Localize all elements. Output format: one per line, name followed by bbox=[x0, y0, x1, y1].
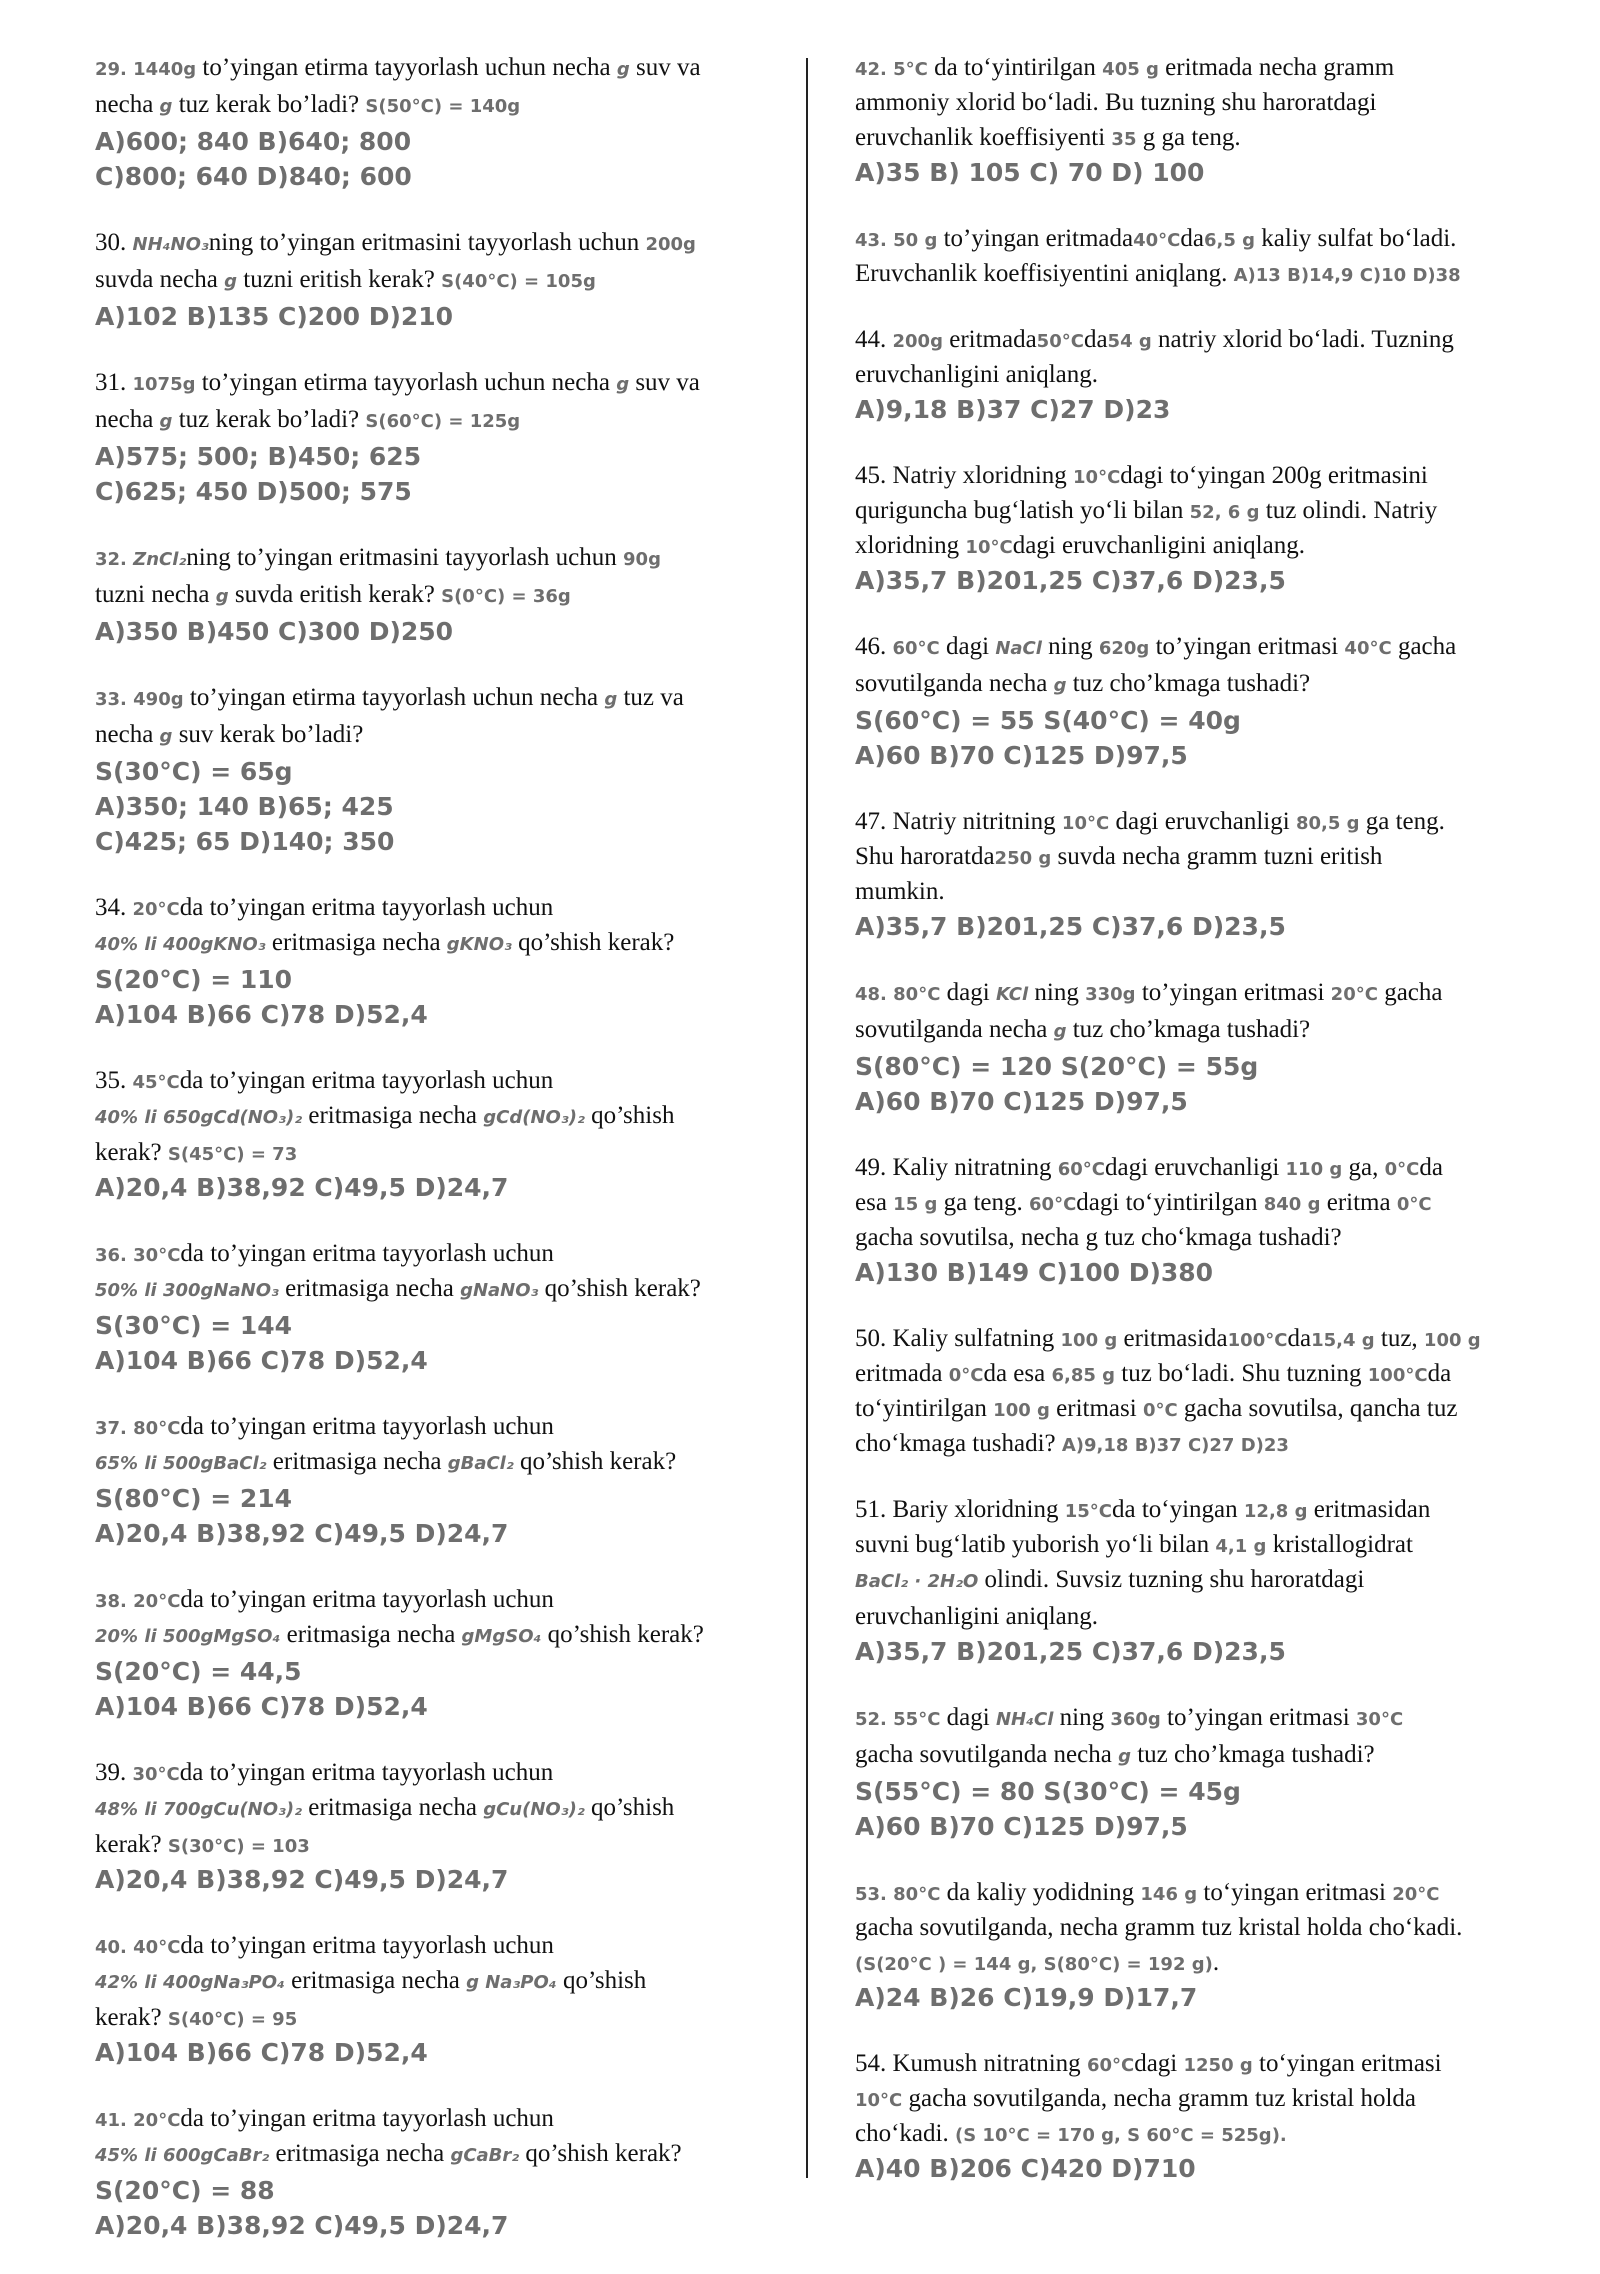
answer-options: A)20,4 B)38,92 C)49,5 D)24,7 bbox=[95, 1173, 509, 1202]
question-32: 32. ZnCl₂ning to’yingan eritmasini tayyorlash uchun 90g tuzni necha g suvda eritish kerak? S(0°C) = 36g A)350 B)450 C)300 D)250 bbox=[95, 540, 760, 649]
question-35: 35. 45°Cda to’yingan eritma tayyorlash uchun 40% li 650gCd(NO₃)₂ eritmasiga necha gCd(NO₃)₂ qo’shish kerak? S(45°C) = 73 A)20,4 B)38,92 C)49,5 D)24,7 bbox=[95, 1063, 760, 1205]
question-31: 31. 1075g to’yingan etirma tayyorlash uchun necha g suv va necha g tuz kerak bo’ladi? S(60°C) = 125g A)575; 500; B)450; 625 C)625; 450 D)500; 575 bbox=[95, 365, 760, 509]
answer-options: A)9,18 B)37 C)27 D)23 bbox=[855, 395, 1171, 424]
question-38: 38. 20°Cda to’yingan eritma tayyorlash uchun 20% li 500gMgSO₄ eritmasiga necha gMgSO₄ qo’shish kerak? S(20°C) = 44,5 A)104 B)66 C)78 D)52,4 bbox=[95, 1582, 760, 1724]
question-53: 53. 80°C da kaliy yodidning 146 g to‘yingan eritmasi 20°C gacha sovutilganda, necha gramm tuz kristal holda cho‘kadi. (S(20°C ) = 144 g, S(80°C) = 192 g). A)24 B)26 C)19,9 D)17,7 bbox=[855, 1875, 1515, 2015]
question-51: 51. Bariy xloridning 15°Cda to‘yingan 12,8 g eritmasidan suvni bug‘latib yuborish yo‘li bilan 4,1 g kristallogidrat BaCl₂ · 2H₂O olindi. Suvsiz tuzning shu haroratdagi eruvchanligini aniqlang. A)35,7 B)201,25 C)37,6 D)23,5 bbox=[855, 1492, 1515, 1669]
question-39: 39. 30°Cda to’yingan eritma tayyorlash uchun 48% li 700gCu(NO₃)₂ eritmasiga necha gCu(NO₃)₂ qo’shish kerak? S(30°C) = 103 A)20,4 B)38,92 C)49,5 D)24,7 bbox=[95, 1755, 760, 1897]
column-divider bbox=[806, 58, 808, 2178]
answer-options: C)800; 640 D)840; 600 bbox=[95, 162, 412, 191]
question-48: 48. 80°C dagi KCl ning 330g to’yingan eritmasi 20°C gacha sovutilganda necha g tuz cho’kmaga tushadi? S(80°C) = 120 S(20°C) = 55g A)60 B)70 C)125 D)97,5 bbox=[855, 975, 1515, 1119]
question-52: 52. 55°C dagi NH₄Cl ning 360g to’yingan eritmasi 30°C gacha sovutilganda necha g tuz cho’kmaga tushadi? S(55°C) = 80 S(30°C) = 45g A)60 B)70 C)125 D)97,5 bbox=[855, 1700, 1515, 1844]
question-37: 37. 80°Cda to’yingan eritma tayyorlash uchun 65% li 500gBaCl₂ eritmasiga necha gBaCl₂ qo’shish kerak? S(80°C) = 214 A)20,4 B)38,92 C)49,5 D)24,7 bbox=[95, 1409, 760, 1551]
answer-options: A)104 B)66 C)78 D)52,4 bbox=[95, 1692, 428, 1721]
question-46: 46. 60°C dagi NaCl ning 620g to’yingan eritmasi 40°C gacha sovutilganda necha g tuz cho’kmaga tushadi? S(60°C) = 55 S(40°C) = 40g A)60 B)70 C)125 D)97,5 bbox=[855, 629, 1515, 773]
question-29: 29. 1440g to’yingan etirma tayyorlash uchun necha g suv va necha g tuz kerak bo’ladi? S(50°C) = 140g A)600; 840 B)640; 800 C)800; 640 D)840; 600 bbox=[95, 50, 760, 194]
question-49: 49. Kaliy nitratning 60°Cdagi eruvchanligi 110 g ga, 0°Cda esa 15 g ga teng. 60°Cdagi to‘yintirilgan 840 g eritma 0°C gacha sovutilsa, necha g tuz cho‘kmaga tushadi? A)130 B)149 C)100 D)380 bbox=[855, 1150, 1515, 1290]
left-column bbox=[95, 50, 760, 2274]
question-34: 34. 20°Cda to’yingan eritma tayyorlash uchun 40% li 400gKNO₃ eritmasiga necha gKNO₃ qo’shish kerak? S(20°C) = 110 A)104 B)66 C)78 D)52,4 bbox=[95, 890, 760, 1032]
question-42: 42. 5°C da to‘yintirilgan 405 g eritmada necha gramm ammoniy xlorid bo‘ladi. Bu tuzning shu haroratdagi eruvchanlik koeffisiyenti 35 g ga teng. A)35 B) 105 C) 70 D) 100 bbox=[855, 50, 1515, 190]
question-40: 40. 40°Cda to’yingan eritma tayyorlash uchun 42% li 400gNa₃PO₄ eritmasiga necha g Na₃PO₄ qo’shish kerak? S(40°C) = 95 A)104 B)66 C)78 D)52,4 bbox=[95, 1928, 760, 2070]
answer-options: A)24 B)26 C)19,9 D)17,7 bbox=[855, 1983, 1198, 2012]
answer-options: A)13 B)14,9 C)10 D)38 bbox=[1233, 265, 1461, 286]
answer-options: A)20,4 B)38,92 C)49,5 D)24,7 bbox=[95, 2211, 509, 2240]
answer-options: A)20,4 B)38,92 C)49,5 D)24,7 bbox=[95, 1519, 509, 1548]
answer-options: A)40 B)206 C)420 D)710 bbox=[855, 2154, 1196, 2183]
answer-options: A)35,7 B)201,25 C)37,6 D)23,5 bbox=[855, 1637, 1286, 1666]
question-33: 33. 490g to’yingan etirma tayyorlash uchun necha g tuz va necha g suv kerak bo’ladi? S(30°C) = 65g A)350; 140 B)65; 425 C)425; 65 D)140; 350 bbox=[95, 680, 760, 859]
answer-options: A)35 B) 105 C) 70 D) 100 bbox=[855, 158, 1205, 187]
answer-options: A)350; 140 B)65; 425 bbox=[95, 792, 394, 821]
answer-options: A)350 B)450 C)300 D)250 bbox=[95, 617, 454, 646]
question-47: 47. Natriy nitritning 10°C dagi eruvchanligi 80,5 g ga teng. Shu haroratda250 g suvda necha gramm tuzni eritish mumkin. A)35,7 B)201,25 C)37,6 D)23,5 bbox=[855, 804, 1515, 944]
question-41: 41. 20°Cda to’yingan eritma tayyorlash uchun 45% li 600gCaBr₂ eritmasiga necha gCaBr₂ qo’shish kerak? S(20°C) = 88 A)20,4 B)38,92 C)49,5 D)24,7 bbox=[95, 2101, 760, 2243]
question-54: 54. Kumush nitratning 60°Cdagi 1250 g to‘yingan eritmasi 10°C gacha sovutilganda, necha gramm tuz kristal holda cho‘kadi. (S 10°C = 170 g, S 60°C = 525g). A)40 B)206 C)420 D)710 bbox=[855, 2046, 1515, 2186]
question-36: 36. 30°Cda to’yingan eritma tayyorlash uchun 50% li 300gNaNO₃ eritmasiga necha gNaNO₃ qo’shish kerak? S(30°C) = 144 A)104 B)66 C)78 D)52,4 bbox=[95, 1236, 760, 1378]
answer-options: A)104 B)66 C)78 D)52,4 bbox=[95, 1346, 428, 1375]
answer-options: A)600; 840 B)640; 800 bbox=[95, 127, 412, 156]
answer-options: A)60 B)70 C)125 D)97,5 bbox=[855, 1087, 1188, 1116]
answer-options: A)130 B)149 C)100 D)380 bbox=[855, 1258, 1214, 1287]
answer-options: A)35,7 B)201,25 C)37,6 D)23,5 bbox=[855, 912, 1286, 941]
question-43: 43. 50 g to’yingan eritmada40°Cda6,5 g kaliy sulfat bo‘ladi. Eruvchanlik koeffisiyentini aniqlang. A)13 B)14,9 C)10 D)38 bbox=[855, 225, 1461, 287]
answer-options: A)104 B)66 C)78 D)52,4 bbox=[95, 1000, 428, 1029]
answer-options: A)20,4 B)38,92 C)49,5 D)24,7 bbox=[95, 1865, 509, 1894]
right-column bbox=[855, 50, 1515, 2217]
answer-options: C)625; 450 D)500; 575 bbox=[95, 477, 412, 506]
answer-options: A)60 B)70 C)125 D)97,5 bbox=[855, 741, 1188, 770]
answer-options: A)102 B)135 C)200 D)210 bbox=[95, 302, 454, 331]
question-50: 50. Kaliy sulfatning 100 g eritmasida100°Cda15,4 g tuz, 100 g eritmada 0°Cda esa 6,85 g tuz bo‘ladi. Shu tuzning 100°Cda to‘yintirilgan 100 g eritmasi 0°C gacha sovutilsa, qancha tuz cho‘kmaga tushadi? A)9,18 B)37 C)27 D)23 bbox=[855, 1325, 1481, 1457]
question-45: 45. Natriy xloridning 10°Cdagi to‘yingan 200g eritmasini quriguncha bug‘latish yo‘li bilan 52, 6 g tuz olindi. Natriy xloridning 10°Cdagi eruvchanligini aniqlang. A)35,7 B)201,25 C)37,6 D)23,5 bbox=[855, 458, 1515, 598]
answer-options: A)575; 500; B)450; 625 bbox=[95, 442, 422, 471]
answer-options: A)104 B)66 C)78 D)52,4 bbox=[95, 2038, 428, 2067]
answer-options: C)425; 65 D)140; 350 bbox=[95, 827, 395, 856]
answer-options: A)9,18 B)37 C)27 D)23 bbox=[1061, 1435, 1289, 1456]
answer-options: A)35,7 B)201,25 C)37,6 D)23,5 bbox=[855, 566, 1286, 595]
question-44: 44. 200g eritmada50°Cda54 g natriy xlorid bo‘ladi. Tuzning eruvchanligini aniqlang. A)9,18 B)37 C)27 D)23 bbox=[855, 322, 1515, 427]
answer-options: A)60 B)70 C)125 D)97,5 bbox=[855, 1812, 1188, 1841]
question-30: 30. NH₄NO₃ning to’yingan eritmasini tayyorlash uchun 200g suvda necha g tuzni eritish kerak? S(40°C) = 105g A)102 B)135 C)200 D)210 bbox=[95, 225, 760, 334]
